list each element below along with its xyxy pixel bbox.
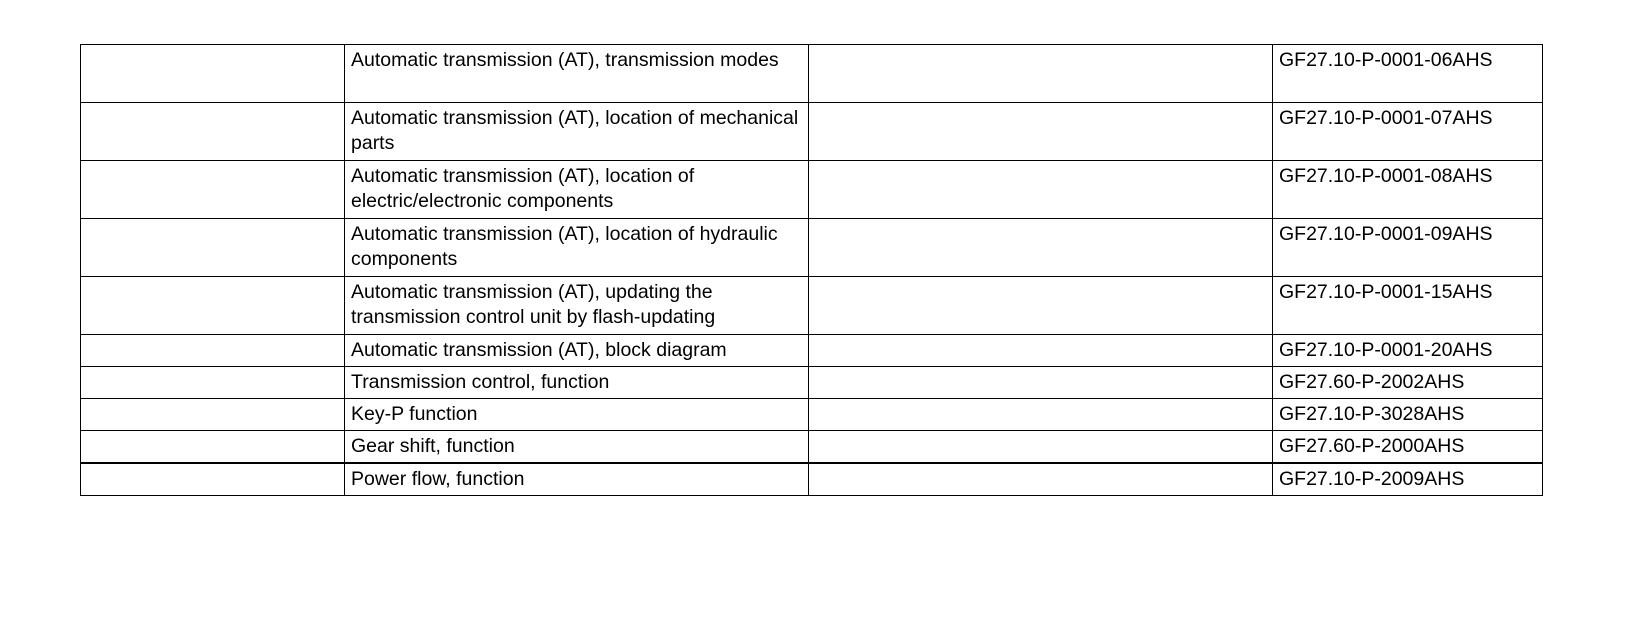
table-row bbox=[81, 277, 1543, 335]
empty-cell bbox=[809, 219, 1273, 277]
document-title: Power flow, function bbox=[345, 463, 809, 496]
empty-cell bbox=[81, 45, 345, 103]
document-title: Automatic transmission (AT), location of hydraulic components bbox=[345, 219, 809, 277]
empty-cell bbox=[81, 219, 345, 277]
table-row bbox=[81, 45, 1543, 103]
document-code: GF27.60-P-2000AHS bbox=[1273, 431, 1543, 464]
empty-cell bbox=[81, 399, 345, 431]
document-title: Automatic transmission (AT), location of mechanical parts bbox=[345, 103, 809, 161]
document-code: GF27.10-P-3028AHS bbox=[1273, 399, 1543, 431]
empty-cell bbox=[809, 463, 1273, 496]
empty-cell bbox=[809, 45, 1273, 103]
empty-cell bbox=[809, 161, 1273, 219]
document-title: Key-P function bbox=[345, 399, 809, 431]
table-row bbox=[81, 367, 1543, 399]
empty-cell bbox=[81, 335, 345, 367]
empty-cell bbox=[809, 103, 1273, 161]
empty-cell bbox=[81, 367, 345, 399]
empty-cell bbox=[809, 335, 1273, 367]
document-code: GF27.10-P-0001-07AHS bbox=[1273, 103, 1543, 161]
empty-cell bbox=[81, 431, 345, 464]
table-row bbox=[81, 335, 1543, 367]
empty-cell bbox=[81, 277, 345, 335]
document-code: GF27.10-P-0001-15AHS bbox=[1273, 277, 1543, 335]
document-code: GF27.10-P-2009AHS bbox=[1273, 463, 1543, 496]
document-title: Automatic transmission (AT), block diagram bbox=[345, 335, 809, 367]
document-title: Automatic transmission (AT), transmission modes bbox=[345, 45, 809, 103]
table-row bbox=[81, 103, 1543, 161]
document-code: GF27.10-P-0001-09AHS bbox=[1273, 219, 1543, 277]
table-row bbox=[81, 399, 1543, 431]
document-title: Automatic transmission (AT), updating the transmission control unit by flash-updating bbox=[345, 277, 809, 335]
table-row bbox=[81, 463, 1543, 496]
document-code: GF27.60-P-2002AHS bbox=[1273, 367, 1543, 399]
document-code: GF27.10-P-0001-08AHS bbox=[1273, 161, 1543, 219]
empty-cell bbox=[809, 399, 1273, 431]
table-row bbox=[81, 431, 1543, 464]
document-code: GF27.10-P-0001-20AHS bbox=[1273, 335, 1543, 367]
empty-cell bbox=[81, 161, 345, 219]
empty-cell bbox=[809, 277, 1273, 335]
empty-cell bbox=[809, 431, 1273, 464]
document-title: Transmission control, function bbox=[345, 367, 809, 399]
table-row bbox=[81, 219, 1543, 277]
empty-cell bbox=[81, 463, 345, 496]
document-code: GF27.10-P-0001-06AHS bbox=[1273, 45, 1543, 103]
document-title: Automatic transmission (AT), location of electric/electronic components bbox=[345, 161, 809, 219]
reference-table bbox=[80, 44, 1543, 496]
empty-cell bbox=[809, 367, 1273, 399]
table-row bbox=[81, 161, 1543, 219]
document-title: Gear shift, function bbox=[345, 431, 809, 464]
empty-cell bbox=[81, 103, 345, 161]
